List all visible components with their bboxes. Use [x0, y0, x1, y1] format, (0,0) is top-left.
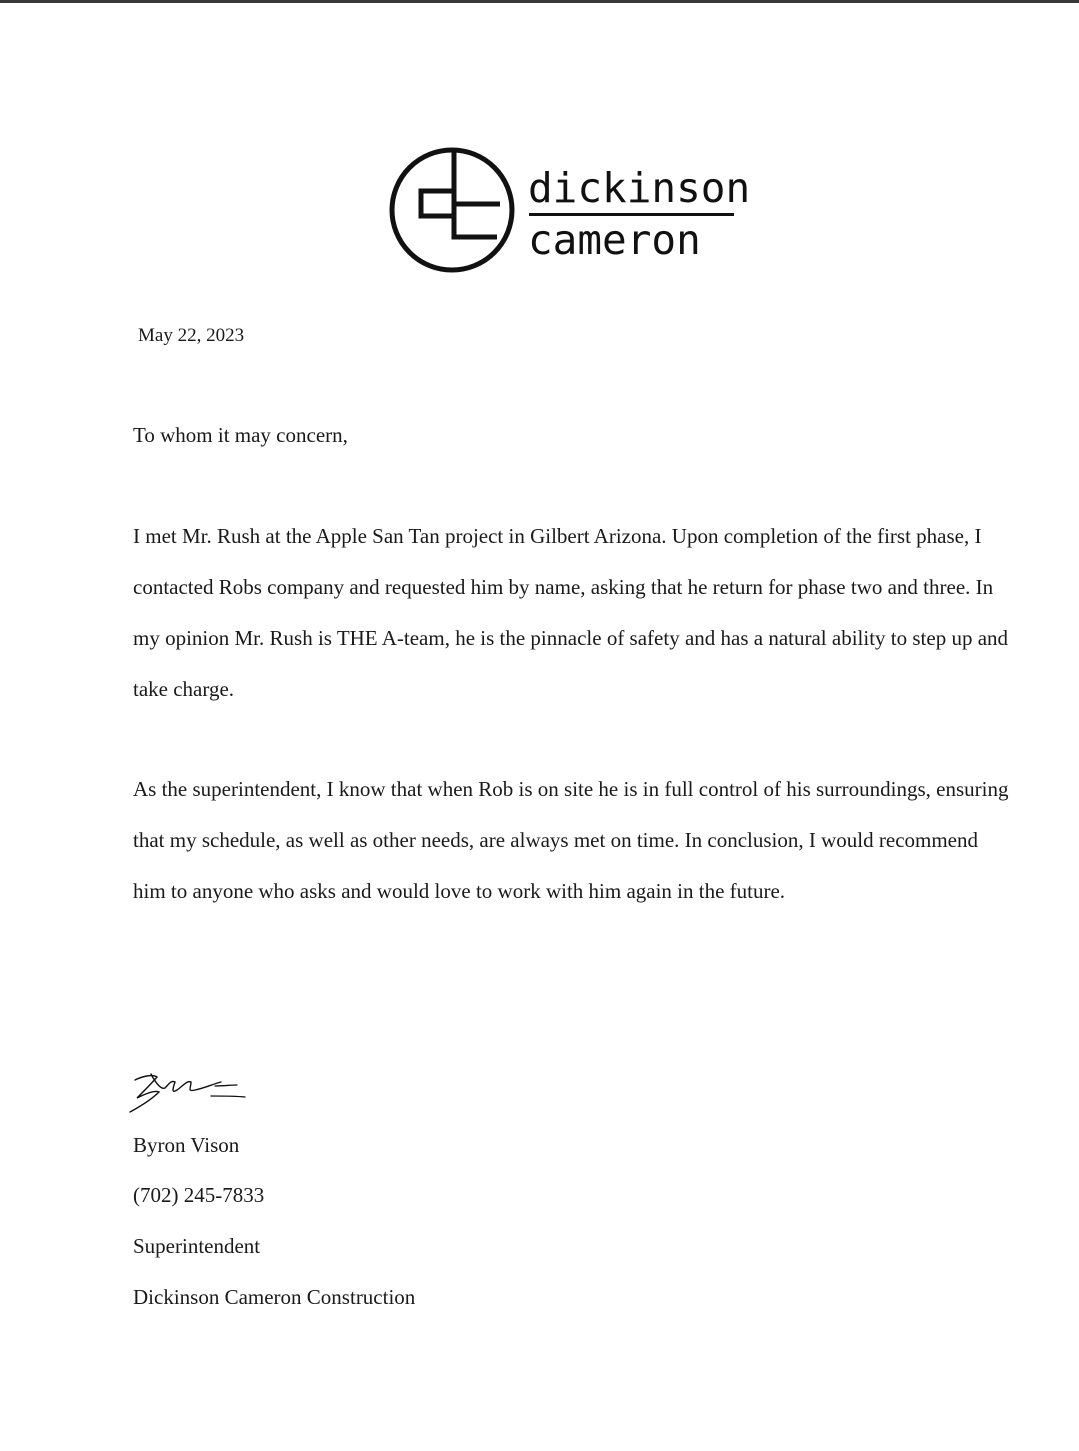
signatory-phone: (702) 245-7833 — [133, 1183, 265, 1207]
signatory-name: Byron Vison — [133, 1133, 240, 1157]
body-paragraph-1: I met Mr. Rush at the Apple San Tan project in Gilbert Arizona. Upon completion of the first phase, I contacted Robs company and requested him by name, asking that he return for phase two and three. In my opinion Mr. Rush is THE A-team, he is the pinnacle of safety and has a natural ability to step up and take charge. — [133, 524, 1009, 701]
salutation: To whom it may concern, — [133, 423, 348, 447]
letter-date: May 22, 2023 — [138, 325, 245, 346]
logo-wordmark-bottom: cameron — [528, 216, 701, 264]
page-top-border — [0, 0, 1079, 3]
body-paragraph-2: As the superintendent, I know that when Rob is on site he is in full control of his surroundings, ensuring that my schedule, as well as other needs, are always met on time. In conclusion, I would recommend him to anyone who asks and would love to work with him again in the future. — [133, 777, 1009, 903]
dc-monogram-icon — [388, 146, 518, 276]
logo-wordmark-top: dickinson — [528, 164, 751, 212]
company-logo — [388, 146, 751, 276]
signatory-company: Dickinson Cameron Construction — [133, 1285, 416, 1309]
handwritten-signature — [125, 1068, 255, 1116]
signatory-title: Superintendent — [133, 1234, 261, 1258]
